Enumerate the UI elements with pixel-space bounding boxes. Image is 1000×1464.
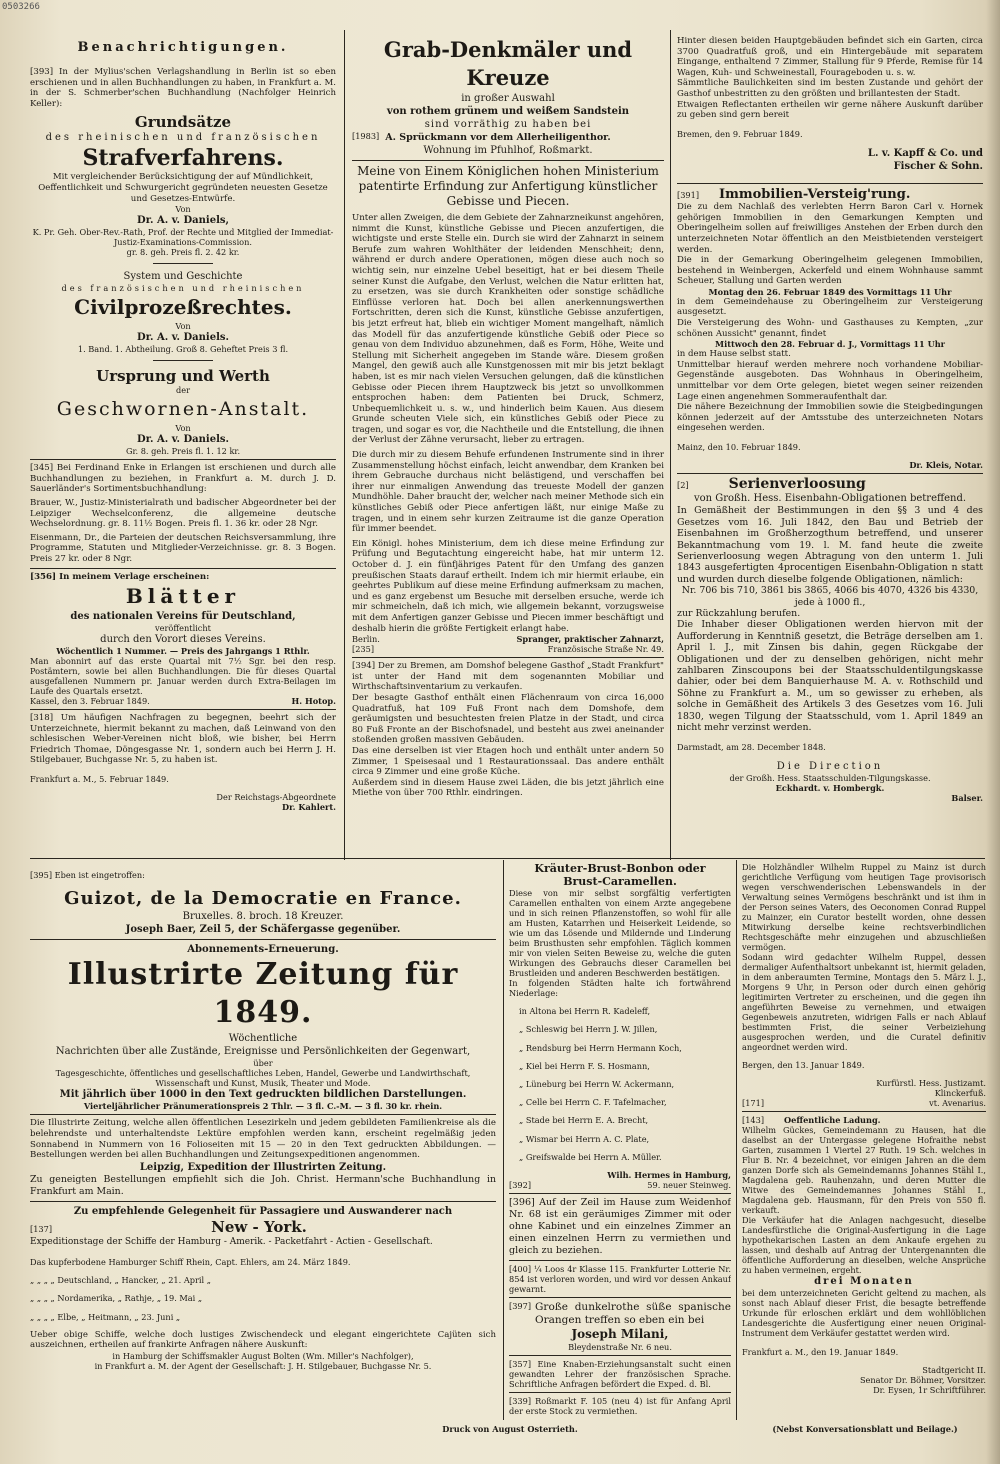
dentist-paragraph-2: Die durch mir zu diesem Behufe erfundenen Instrumente sind in ihrer Zusammenstellung höchst einfach, leicht anwendbar, dem Kranken bei ihrem Gebrauche durchaus nicht belästigend, und verschaffen bei ihrer nur einmaligen Anwendung das treueste Modell der ganzen Mundhöhle. Daher braucht der, welcher nach meiner Methode sich ein künstliches Gebiß oder Piece anfertigen läßt, nur einige Maße zu tragen, und in einem sehr kurzen Zeitraume ist die ganze Operation für immer beendet. [352, 450, 664, 535]
ad-339: [339] Roßmarkt F. 105 (neu 4) ist für Anfang April der erste Stock zu vermiethen. [509, 1395, 731, 1416]
new-york-heading: Zu empfehlende Gelegenheit für Passagiere und Auswanderer nach [73, 1205, 453, 1217]
summons-paragraph-1: Wilhelm Gückes, Gemeindemann zu Hausen, hat die daselbst an der Untergasse gelegene Hofraithe nebst Garten, zusammen 1 Viertel 27 Ruth. 19 Sch. welches in Flur B. Nr. 4 bezeichnet, vor einigen Jahren an die dem ganzen Dorfe sich als Gemeindemanns Johannes Stähl I., Magdalena geb. Rauhenzahn, und deren Mutter die Witwe des Gemeindemannes Johannes Stähl I., Magdalena geb. Hausmann, für den Preis von 550 fl. verkauft. [742, 1125, 986, 1216]
book-1-price: gr. 8. geh. Preis fl. 2. 42 kr. [126, 247, 240, 258]
illustrated-paper-sub-4: Tagesgeschichte, öffentliches und gesellschaftliches Leben, Handel, Gewerbe und Landwirthschaft, Wissenschaft und Kunst, Musik, Theater und Mode. [55, 1068, 471, 1089]
divider [677, 183, 983, 184]
hotel-continued: Hinter diesen beiden Hauptgebäuden befindet sich ein Garten, circa 3700 Quadratfuß groß, und ein Hintergebäude mit separatem Eingange, enthaltend 7 Zimmer, Stallung für 9 Pferde, Remise für 14 Wagen, Kuh- und Schweinestall, Fourageboden u. s. w. [677, 36, 983, 78]
column-rule-left [344, 30, 345, 860]
series-paragraph-1: In Gemäßheit der Bestimmungen in den §§ 3 und 4 des Gesetzes vom 16. Juli 1842, den Bau und Betrieb der Eisenbahnen im Großherzogthum betreffend, und unserer Bekanntmachung vom 19. l. M. fand heute die zweite Serienverloosung wegen Abtragung von den unterm 1. Juli 1843 ausgefertigten 4procentigen Eisenbahn-Obligation n statt und wurden durch dieselbe folgende Obligationen, nämlich: [677, 505, 983, 585]
auction-paragraph-1: Die zu dem Nachlaß des verlebten Herrn Baron Carl v. Hornek gehörigen Immobilien in den Gemarkungen Kempten und Oberingelheim sollen auf freiwilliges Anstehen der Erben durch den unterzeichneten Notar öffentlich an den Meistbietenden versteigert werden. [677, 202, 983, 255]
divider [30, 1114, 496, 1115]
illustrated-paper-text: Die Illustrirte Zeitung, welche allen öffentlichen Lesezirkeln und jedem gebildeten Familienkreise als die belehrendste und unterhaltendste Lektüre empfohlen werden kann, erscheint regelmäßig jeden Sonnabend in Nummern von 16 Folioseiten mit 15 — 20 in den Text gedruckten Abbildungen. — Bestellungen werden bei allen Buchhandlungen und Zeitungsexpeditionen angenommen. [30, 1118, 496, 1161]
summons-paragraph-3: bei dem unterzeichneten Gericht geltend zu machen, als sonst nach Ablauf dieser Frist, die besagte betreffende Urkunde für erloschen erklärt und dem wohllöblichen Landesgerichte die Ausfertigung einer neuen Original-Instrument dem Verkäufer gestattet werden wird. [742, 1288, 986, 1339]
ship-4: „ „ „ „ Elbe, „ Heitmann, „ 23. Juni „ [30, 1311, 181, 1322]
ruppel-place: Bergen, den 13. Januar 1849. [742, 1060, 865, 1071]
bonbon-text: Diese von mir selbst sorgfältig verfertigten Caramellen enthalten von einem Arzte angegebene und in sich reinen Pflanzenstoffen, so wohl für alle am Husten, Katarrhen und Heiserkeit Leidende, so wie um das Lösende und Mildernde und Linderung beim Brusthusten sehr empfohlen. Täglich kommen mir von vielen Seiten Beweise zu, welche die guten Wirkungen des Gebrauchs dieser Caramellen bei Brustleiden und anderen Beschwerden bestätigen. [509, 888, 731, 978]
ad-1983: [1983] [352, 131, 380, 141]
hotel-place: Bremen, den 9. Februar 1849. [677, 128, 803, 139]
bonbon-list-6: „ Celle bei Herrn C. F. Tafelmacher, [519, 1097, 667, 1108]
dentist-footer [352, 634, 664, 644]
summons-paragraph-2: Die Verkäufer hat die Anlagen nachgesucht, dieselbe Landesfürstliche die Original-Ausfertigung in die Lage hypothekarischen Lasten an dem Ankaufe ergehen zu lassen, und deshalb auf Antrag der Untergenannten die öffentliche Aufforderung an dieselben, welche Ansprüche zu haben vermeinen, ergeht. [742, 1215, 986, 1276]
book-3-price: Gr. 8. geh. Preis fl. 1. 12 kr. [125, 446, 241, 457]
ad-137: [137] [30, 1223, 53, 1234]
bonbon-list-2: „ Schleswig bei Herrn J. W. Jillen, [519, 1024, 658, 1035]
bonbon-sign-2: 59. neuer Steinweg. [647, 1179, 731, 1190]
series-heading-row [677, 477, 983, 492]
ruppel-sign-3: vt. Avenarius. [929, 1098, 986, 1109]
guizot-subtitle: Bruxelles. 8. broch. 18 Kreuzer. [182, 911, 344, 923]
ad-318-sign-2: Dr. Kahlert. [281, 802, 336, 813]
hotel-continued-3: Etwaigen Reflectanten ertheilen wir gerne nähere Auskunft darüber zu geben sind gern bereit [677, 99, 983, 121]
ad-394-paragraph-3: Das eine derselben ist vier Etagen hoch und enthält unter andern 50 Zimmer, 1 Speisesaal und 1 Restaurationssaal. Das andere enthält circa 9 Zimmer und eine große Küche. [352, 745, 664, 778]
ad-2: [2] [677, 480, 689, 491]
ad-395: [395] Eben ist eingetroffen: [30, 870, 145, 881]
bonbon-list-9: „ Greifswalde bei Herrn A. Müller. [519, 1151, 662, 1162]
book-1-title-2: des rheinischen und französischen [45, 132, 321, 144]
divider [509, 1193, 731, 1194]
summons-place: Frankfurt a. M., den 19. Januar 1849. [742, 1346, 899, 1357]
lower-left-section [30, 862, 496, 1422]
ad-356-price: Wöchentlich 1 Nummer. — Preis des Jahrgangs 1 Rthlr. [56, 646, 310, 657]
dentist-sign-2: Französische Straße Nr. 49. [547, 644, 664, 655]
hotel-sign-2: Fischer & Sohn. [893, 161, 983, 173]
dentist-place: Berlin. [352, 634, 380, 645]
ad-396: [396] Auf der Zeil im Hause zum Weidenhof Nr. 68 ist ein geräumiges Zimmer mit oder ohne Kabinet und ein einzelnes Zimmer an einen einzelnen Herrn zu vermiethen und gleich zu beziehen. [509, 1196, 731, 1256]
ad-400: [400] ¼ Loos 4r Klasse 115. Frankfurter Lotterie Nr. 854 ist verloren worden, und wird vor dessen Ankauf gewarnt. [509, 1263, 731, 1294]
series-place: Darmstadt, am 28. December 1848. [677, 741, 826, 752]
divider [352, 160, 664, 161]
ad-318-sign-1: Der Reichstags-Abgeordnete [216, 792, 336, 803]
series-title: Serienverloosung [728, 476, 866, 493]
ad-345-book-2: Eisenmann, Dr., die Parteien der deutschen Reichsversammlung, ihre Programme, Statuten und Mitglieder-Verzeichnisse. gr. 8. 3 Bogen. Preis 27 kr. oder 8 Ngr. [30, 532, 336, 564]
lower-right-section [742, 862, 986, 1422]
printer-line [300, 1424, 720, 1438]
ship-3: „ „ „ „ Nordamerika, „ Rathje, „ 19. Mai „ [30, 1293, 203, 1304]
book-1-title-1: Grundsätze [134, 113, 232, 132]
grab-title: Grab-Denkmäler und Kreuze [383, 37, 633, 90]
divider [153, 263, 213, 264]
divider [30, 459, 336, 460]
ad-143: [143] [742, 1115, 765, 1126]
illustrated-paper-sub-5: Mit jährlich über 1000 in den Text gedruckten bildlichen Darstellungen. [59, 1089, 467, 1101]
summons-sign-2: Senator Dr. Böhmer, Vorsitzer. [859, 1374, 986, 1385]
auction-paragraph-3: in dem Gemeindehause zu Oberingelheim zur Versteigerung ausgesetzt. [677, 296, 983, 318]
series-numbers: Nr. 706 bis 710, 3861 bis 3865, 4066 bis 4070, 4326 bis 4330, jede à 1000 fl., [681, 585, 979, 608]
series-sign-1: Die Direction [776, 760, 884, 772]
auction-sign: Dr. Kleis, Notar. [909, 460, 983, 471]
bonbon-list-4: „ Kiel bei Herrn F. S. Hosmann, [519, 1060, 650, 1071]
divider [30, 568, 336, 569]
book-3-von: Von [175, 423, 191, 434]
ruppel-sign-1: Kurfürstl. Hess. Justizamt. [876, 1078, 986, 1089]
summons-heading-row [742, 1115, 986, 1125]
auction-title: Immobilien-Versteig'rung. [719, 187, 911, 203]
summons-title: Oeffentliche Ladung. [784, 1115, 881, 1126]
grab-sub-1: in großer Auswahl [461, 93, 555, 104]
book-1-description: Mit vergleichender Berücksichtigung der auf Mündlichkeit, Oeffentlichkeit und Schwurgericht gegründeten neuesten Gesetze und Gesetzes-Entwürfe. [38, 172, 328, 204]
dentist-footer-2 [352, 644, 664, 654]
guizot-seller: Joseph Baer, Zeil 5, der Schäfergasse gegenüber. [125, 924, 401, 936]
divider [509, 1355, 731, 1356]
series-sign-3: Eckhardt. v. Hombergk. [775, 782, 885, 793]
book-2-title-2: des französischen und rheinischen [61, 283, 305, 294]
ad-356-place: Kassel, den 3. Februar 1849. [30, 696, 150, 707]
ad-391: [391] [677, 190, 700, 201]
bonbon-list-7: „ Stade bei Herrn E. A. Brecht, [519, 1115, 649, 1126]
ruppel-footer [742, 1098, 986, 1108]
illustrated-paper-sub-1: Wöchentliche [228, 1033, 298, 1045]
series-subtitle: von Großh. Hess. Eisenbahn-Obligationen betreffend. [693, 493, 967, 505]
horizontal-rule-lower [30, 858, 985, 859]
book-2-author: Dr. A. v. Daniels. [137, 332, 229, 344]
auction-paragraph-6: Unmittelbar hierauf werden mehrere noch vorhandene Mobiliar-Gegenstände ausgeboten. Das Wohnhaus in Oberingelheim, unmittelbar vor dem Orte gelegen, bietet wegen seiner reizenden Lage einen angenehmen Sommeraufenthalt dar. [677, 359, 983, 402]
illustrated-paper-sub-3: über [253, 1058, 273, 1069]
hotel-continued-2: Sämmtliche Baulichkeiten sind im besten Zustande und gehört der Gasthof unbestritten zu den größten und brillantesten der Stadt. [677, 78, 983, 99]
ad-318: [318] Um häufigen Nachfragen zu begegnen, beehrt sich der Unterzeichnete, hiermit bekannt zu machen, daß Leinwand von den schlesischen Weber-Vereinen nicht bloß, wie bisher, bei Herrn Friedrich Thomae, Döngesgasse Nr. 1, sondern auch bei Herrn J. H. Stilgebauer, Buchgasse Nr. 5, zu haben ist. [30, 713, 336, 766]
book-3-author: Dr. A. v. Daniels. [137, 434, 229, 446]
series-sign-2: der Großh. Hess. Staatsschulden-Tilgungskasse. [729, 772, 931, 783]
auction-date-1: Montag den 26. Februar 1849 des Vormittags 11 Uhr [708, 286, 952, 297]
divider [352, 657, 664, 658]
new-york-paragraph-1: Expeditionstage der Schiffe der Hamburg - Amerik. - Packetfahrt - Actien - Gesellschaft. [30, 1236, 433, 1247]
auction-paragraph-5: in dem Hause selbst statt. [677, 349, 791, 360]
illustrated-paper-price: Vierteljährlicher Pränumerationspreis 2 Thlr. — 3 fl. C.-M. — 3 fl. 30 kr. rhein. [83, 1101, 443, 1112]
dentist-sign-1: Spranger, praktischer Zahnarzt, [516, 634, 664, 645]
printer-name: Druck von August Osterrieth. [442, 1424, 578, 1434]
ship-2: „ „ „ „ Deutschland, „ Hancker, „ 21. April „ [30, 1275, 211, 1286]
column-rule-right [670, 30, 671, 860]
divider [742, 1111, 986, 1112]
column-2 [352, 36, 664, 858]
column-1 [30, 36, 336, 858]
ad-356-subtitle-3: durch den Vorort dieses Vereins. [100, 634, 266, 646]
series-paragraph-3: Die Inhaber dieser Obligationen werden hiervon mit der Aufforderung in Kenntniß gesetzt, die Beträge derselben am 1. April l. J., mit Zinsen bis dahin, gegen Rückgabe der Obligationen und der zu denselben gehörigen, nicht mehr zahlbaren Zinscoupons bei der Staatsschuldentilgungskasse dahier, oder bei dem Banquierhause M. A. v. Rothschild und Söhne zu Frankfurt a. M., um so gewisser zu erheben, als solche in Gemäßheit des Artikels 3 des Gesetzes vom 16. Juli 1830, wegen Tilgung der Staatsschuld, vom 1. April 1849 an nicht mehr verzinst werden. [677, 619, 983, 734]
bonbon-footer [509, 1180, 731, 1190]
ad-356-footer [30, 696, 336, 706]
auction-paragraph-4: Die Versteigerung des Wohn- und Gasthauses zu Kempten, „zur schönen Aussicht" genannt, findet [677, 318, 983, 339]
illustrated-paper-sub-2: Nachrichten über alle Zustände, Ereignisse und Persönlichkeiten der Gegenwart, [55, 1046, 471, 1058]
ad-357: [357] Eine Knaben-Erziehungsanstalt sucht einen gewandten Lehrer der französischen Sprache. Schriftliche Anfragen befördert die Exped. d. Bl. [509, 1358, 731, 1389]
ad-397: [397] [509, 1300, 532, 1311]
series-paragraph-2: zur Rückzahlung berufen. [677, 608, 801, 620]
guizot-title: Guizot, de la Democratie en France. [64, 888, 462, 910]
summons-sign-1: Stadtgericht II. [922, 1364, 986, 1375]
illustrated-paper-sign: Leipzig, Expedition der Illustrirten Zeitung. [139, 1161, 387, 1173]
divider [30, 1201, 496, 1202]
ad-345: [345] Bei Ferdinand Enke in Erlangen ist erschienen und durch alle Buchhandlungen zu beziehen, in Frankfurt a. M. durch J. D. Sauerländer's Sortimentsbuchhandlung: [30, 463, 336, 495]
ad-397-text: Große dunkelrothe süße spanische Orangen treffen so eben ein bei [535, 1300, 731, 1326]
auction-paragraph-2: Die in der Gemarkung Oberingelheim gelegenen Immobilien, bestehend in Weinbergen, Ackerfeld und einem Wohnhause sammt Scheuer, Stallung und Garten werden [677, 255, 983, 287]
page-shadow [986, 0, 1000, 1464]
divider [677, 473, 983, 474]
book-2-title-1: System und Geschichte [123, 271, 243, 283]
ad-356-title: Blätter [125, 584, 241, 609]
divider [509, 1297, 731, 1298]
bonbon-list-3: „ Rendsburg bei Herrn Hermann Koch, [519, 1042, 682, 1053]
book-3-title-3: Geschwornen-Anstalt. [56, 398, 310, 421]
auction-place: Mainz, den 10. Februar 1849. [677, 442, 801, 453]
ad-394-paragraph-4: Außerdem sind in diesem Hause zwei Läden, die bis jetzt jährlich eine Miethe von über 700 Rthlr. eindringen. [352, 777, 664, 799]
new-york-title-row [30, 1218, 496, 1236]
ad-356-subtitle-1: des nationalen Vereins für Deutschland, [70, 611, 296, 623]
ruppel-sign-2: Klinckerfuß. [934, 1088, 986, 1099]
auction-date-2: Mittwoch den 28. Februar d. J., Vormittags 11 Uhr [715, 339, 945, 350]
divider [509, 1260, 731, 1261]
divider [509, 1392, 731, 1393]
bonbon-list-8: „ Wismar bei Herrn A. C. Plate, [519, 1133, 650, 1144]
divider [30, 939, 496, 940]
ad-345-book-1: Brauer, W., Justiz-Ministerialrath und badischer Abgeordneter bei der Leipziger Wechselconferenz, die allgemeine deutsche Wechselordnung. gr. 8. 11½ Bogen. Preis fl. 1. 36 kr. oder 28 Ngr. [30, 497, 336, 530]
ad-394: [394] Der zu Bremen, am Domshof belegene Gasthof „Stadt Frankfurt" ist unter der Hand mit dem sogenannten Mobiliar und Wirthschaftsinventarium zu verkaufen. [352, 661, 664, 693]
ad-356-text: Man abonnirt auf das erste Quartal mit 7½ Sgr. bei den resp. Postämtern, sowie bei allen Buchhandlungen. Die für dieses Quartal ausgefallenen Nummern pr. Januar werden durch Extra-Beilagen im Laufe des Quartals ersetzt. [30, 656, 336, 697]
book-1-title-3: Strafverfahrens. [82, 145, 284, 172]
page-id-stamp: 0503266 [2, 2, 40, 12]
dentist-paragraph-1: Unter allen Zweigen, die dem Gebiete der Zahnarzneikunst angehören, nimmt die Kunst, künstliche Gebisse und Piecen anzufertigen, die wichtigste und erste Stelle ein. Durch sie wird der Zahnarzt in seinem Berufe zum wahren Wohlthäter der leidenden Menschheit; denn, während er durch andere Operationen, mögen diese auch noch so wichtig sein, nur einzelne Uebel beseitigt, hat er bei diesem Theile seiner Kunst die Aufgabe, den Verlust, welchen die Natur erlitten hat, zu ersetzen, was sie durch Krankheiten oder sonstige schädliche Einflüsse verloren hat. Doch bei allen anerkennungswerthen Fortschritten, deren sich die Kunst, künstliche Gebisse anzufertigen, bis jetzt erfreut hat, blieb ein wichtiger Moment mangelhaft, nämlich das Modell für das anzufertigende künstliche Gebiß oder Piece so genau von dem Individuo abzunehmen, daß es Form, Höhe, Weite und Stellung mit Sicherheit angegeben im Stande wäre. Diesem großen Mangel, den gewiß auch alle Kunstgenossen mit mir bis jetzt beklagt haben, ist es mir nach vielen Versuchen gelungen, daß die künstlichen Gebisse oder Piecen ihrem Hauptzweck bis jetzt so unvollkommen entsprochen haben: dem Patienten bei Druck, Schmerz, Unbequemlichkeit u. s. w., und hinderlich beim Kauen. Aus diesem Grunde scheuten Viele sich, ein künstliches Gebiß oder Piece zu tragen, und sogar es vor, die Nachtheile und die Entstellung, die ihnen der Verlust der Zähne verursacht, lieber zu ertragen. [352, 213, 664, 446]
ad-397-row [509, 1301, 731, 1327]
ad-356-intro: [356] In meinem Verlage erscheinen: [30, 571, 210, 582]
new-york-paragraph-4: in Frankfurt a. M. der Agent der Gesellschaft: J. H. Stilgebauer, Buchgasse Nr. 5. [94, 1360, 432, 1371]
ruppel-paragraph-2: Sodann wird gedachter Wilhelm Ruppel, dessen dermaliger Aufenthaltsort unbekannt ist, hiermit geladen, in dem anberaumten Termine, Montags den 5. März l. J., Morgens 9 Uhr, in Person oder durch einen gehörig legitimirten Vertreter zu erscheinen, und die gegen ihn angeführten Beweise zu vernehmen, und etwaigen Gegenbeweis anzutreten, widrigen Falls er nach Ablauf bestimmten Frist, die seiner Verbeiziehung ausgesprochen werden, und die Curatel definitiv angeordnet werden wird. [742, 952, 986, 1052]
ad-235: [235] [352, 644, 375, 655]
bonbon-list-1: in Altona bei Herrn R. Kadeleff, [519, 1006, 651, 1017]
bonbon-text-2: In folgenden Städten halte ich fortwährend Niederlage: [509, 978, 731, 998]
ad-394-paragraph-2: Der besagte Gasthof enthält einen Flächenraum von circa 16,000 Quadratfuß, hat 109 Fuß Front nach dem Domshofe, dem geräumigsten und besuchtesten freien Platze in der Stadt, und circa 80 Fuß Fronte an der Bischofsnadel, und besteht aus zwei aneinander stoßenden großen massiven Gebäuden. [352, 692, 664, 746]
ad-393-intro: [393] In der Mylius'schen Verlagshandlung in Berlin ist so eben erschienen und in allen Buchhandlungen zu haben, in Frankfurt a. M. in der S. Schmerber'schen Buchhandlung (Nachfolger Heinrich Keller): [30, 67, 336, 109]
ship-1: Das kupferbodene Hamburger Schiff Rhein, Capt. Ehlers, am 24. März 1849. [30, 1256, 351, 1267]
column-3 [677, 36, 983, 858]
auction-heading-row [677, 187, 983, 202]
ad-356-subtitle-2: veröffentlicht [155, 623, 211, 634]
ad-318-place: Frankfurt a. M., 5. Februar 1849. [30, 774, 169, 785]
section-heading: Benachrichtigungen. [77, 40, 289, 55]
book-2-price: 1. Band. 1. Abtheilung. Groß 8. Geheftet Preis 3 fl. [77, 344, 289, 355]
bonbon-title-1: Kräuter-Brust-Bonbon oder [534, 862, 706, 875]
bonbon-sign-1: Wilh. Hermes in Hamburg, [607, 1169, 731, 1180]
grab-seller-row [352, 131, 664, 144]
supplement-note [745, 1424, 985, 1438]
book-3-title-2: der [175, 385, 190, 396]
hotel-sign-1: L. v. Kapff & Co. und [867, 148, 983, 160]
series-sign-4: Balser. [951, 792, 983, 803]
illustrated-paper-order: Zu geneigten Bestellungen empfiehlt sich die Joh. Christ. Hermann'sche Buchhandlung in Frankfurt am Main. [30, 1173, 496, 1197]
book-2-title-3: Civilprozeßrechtes. [74, 295, 292, 320]
ad-171: [171] [742, 1098, 765, 1109]
summons-sign-3: Dr. Eysen, 1r Schriftführer. [873, 1384, 986, 1395]
supplement-text: (Nebst Konversationsblatt und Beilage.) [772, 1424, 958, 1434]
grab-seller: A. Sprückmann vor dem Allerheiligenthor. [385, 132, 611, 143]
book-1-von: Von [175, 204, 191, 215]
ad-397-sign-2: Bleydenstraße Nr. 6 neu. [568, 1341, 672, 1352]
grab-sub-2: von rothem grünem und weißem Sandstein [386, 106, 630, 117]
book-3-title-1: Ursprung und Werth [96, 367, 270, 386]
lower-middle-section [509, 862, 731, 1422]
auction-paragraph-7: Die nähere Bezeichnung der Immobilien sowie die Steigbedingungen können jederzeit auf der Amtsstube des unterzeichneten Notars eingesehen werden. [677, 402, 983, 434]
new-york-paragraph-3: in Hamburg der Schiffsmakler August Bolten (Wm. Miller's Nachfolger), [112, 1350, 414, 1361]
new-york-title: New - York. [211, 1217, 307, 1236]
book-2-von: Von [175, 321, 191, 332]
divider [30, 709, 336, 710]
dentist-paragraph-3: Ein Königl. hohes Ministerium, dem ich diese meine Erfindung zur Prüfung und Begutachtung eingereicht habe, hat mir unterm 12. October d. J. ein fünfjähriges Patent für den Umfang des ganzen preußischen Staats darauf ertheilt. Indem ich mir hiermit erlaube, ein geehrtes Publikum auf diese meine Erfindung aufmerksam zu machen, und es ganz ergebenst um Besuche mit derselben ersuche, werde ich mir schmeicheln, daß ich mich, wie allgemein bekannt, vorzugsweise mit dem Anfertigen ganzer Gebisse und Piecen immer beschäftigt und deshalb hierin die größte Fertigkeit erlangt habe. [352, 538, 664, 634]
grab-sub-3: sind vorräthig zu haben bei [424, 119, 592, 130]
bonbon-list-5: „ Lüneburg bei Herrn W. Ackermann, [519, 1078, 675, 1089]
book-1-author: Dr. A. v. Daniels, [137, 215, 229, 227]
divider [153, 360, 213, 361]
column-rule-lower-right [736, 860, 737, 1420]
illustrated-paper-title: Illustrirte Zeitung für 1849. [67, 957, 459, 1031]
ad-392: [392] [509, 1179, 532, 1190]
ad-356-sign: H. Hotop. [291, 696, 336, 707]
bonbon-title-2: Brust-Caramellen. [563, 875, 677, 888]
ruppel-paragraph-1: Die Holzhändler Wilhelm Ruppel zu Mainz ist durch gerichtliche Verfügung vom heutigen Tage provisorisch wegen verschwenderischen Lebenswandels in der Verwaltung seines Vermögens beschränkt und ist ihm in der Person seines Vaters, des Oeconomen Conrad Ruppel zu Mainzer, ein Curator bestellt worden, ohne dessen Mitwirkung derselbe keine rechtsverbindlichen Rechtsgeschäfte mehr einzugehen und abzuschließen vermögen. [742, 862, 986, 952]
summons-term: drei Monaten [814, 1276, 914, 1288]
new-york-paragraph-2: Ueber obige Schiffe, welche doch lustiges Zwischendeck und elegant eingerichtete Cajüten sich auszeichnen, ertheilen auf frankirte Anfragen nähere Auskunft: [30, 1329, 496, 1351]
subscription-renewal: Abonnements-Erneuerung. [187, 944, 339, 956]
dentist-heading: Meine von Einem Königlichen hohen Ministerium patentirte Erfindung zur Anfertigung künstlicher Gebisse und Piecen. [357, 164, 659, 208]
column-rule-lower-left [503, 860, 504, 1420]
book-1-author-desc: K. Pr. Geh. Ober-Rev.-Rath, Prof. der Rechte und Mitglied der Immediat-Justiz-Examinations-Commission. [32, 227, 334, 248]
ad-397-sign-1: Joseph Milani, [571, 1326, 669, 1341]
grab-seller-address: Wohnung im Pfuhlhof, Roßmarkt. [423, 145, 593, 156]
